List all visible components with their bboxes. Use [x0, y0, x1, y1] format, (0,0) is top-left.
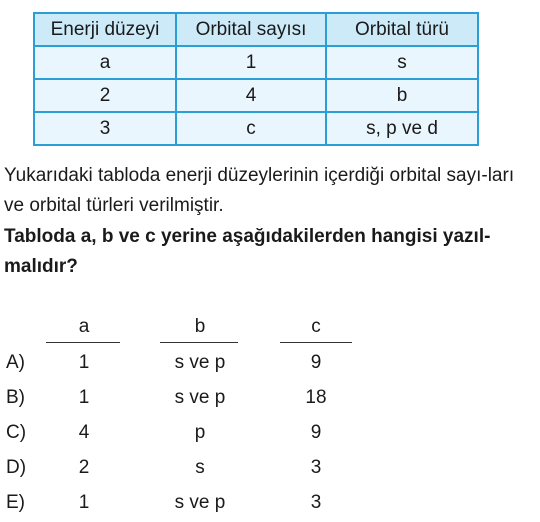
table-header-row [34, 13, 478, 46]
table-cell: a [34, 46, 176, 79]
table-cell: 2 [34, 79, 176, 112]
option-value-a: 1 [78, 492, 90, 513]
options-header-underline [280, 342, 352, 343]
options-header-underline [160, 342, 238, 343]
option-letter: E) [6, 492, 25, 513]
option-value-b: s [195, 457, 205, 478]
option-value-b: s ve p [174, 352, 226, 373]
table-row [34, 46, 478, 79]
option-letter: B) [6, 387, 25, 408]
option-a-row[interactable] [0, 348, 540, 378]
header-energy-level: Enerji düzeyi [34, 13, 176, 46]
table-cell: s, p ve d [326, 112, 478, 145]
options-header-a: a [78, 316, 90, 337]
option-value-c: 9 [310, 352, 322, 373]
question-prompt: Tabloda a, b ve c yerine aşağıdakilerden hangisi yazıl-malıdır? [4, 226, 491, 277]
option-value-b: p [194, 422, 206, 443]
option-value-a: 2 [78, 457, 90, 478]
option-value-c: 3 [310, 492, 322, 513]
options-header-b: b [194, 316, 206, 337]
option-c-row[interactable] [0, 418, 540, 448]
option-value-b: s ve p [174, 387, 226, 408]
table-cell: s [326, 46, 478, 79]
options-header-c: c [311, 316, 321, 337]
option-d-row[interactable] [0, 453, 540, 483]
option-value-c: 18 [305, 387, 327, 408]
option-e-row[interactable] [0, 488, 540, 518]
option-b-row[interactable] [0, 383, 540, 413]
option-letter: D) [6, 457, 27, 478]
option-letter: A) [6, 352, 25, 373]
table-cell: 3 [34, 112, 176, 145]
option-value-c: 3 [310, 457, 322, 478]
option-value-a: 4 [78, 422, 90, 443]
table-cell: c [176, 112, 326, 145]
option-value-c: 9 [310, 422, 322, 443]
table-cell: 4 [176, 79, 326, 112]
option-letter: C) [6, 422, 27, 443]
header-orbital-type: Orbital türü [326, 13, 478, 46]
option-value-b: s ve p [174, 492, 226, 513]
table-row [34, 79, 478, 112]
options-header-underline [46, 342, 120, 343]
question-text: Yukarıdaki tabloda enerji düzeylerinin içerdiği orbital sayı-ları ve orbital türleri verilmiştir. [4, 165, 515, 216]
orbital-table [33, 12, 479, 146]
option-value-a: 1 [78, 387, 90, 408]
option-value-a: 1 [78, 352, 90, 373]
header-orbital-count: Orbital sayısı [176, 13, 326, 46]
table-cell: b [326, 79, 478, 112]
table-cell: 1 [176, 46, 326, 79]
table-row [34, 112, 478, 145]
